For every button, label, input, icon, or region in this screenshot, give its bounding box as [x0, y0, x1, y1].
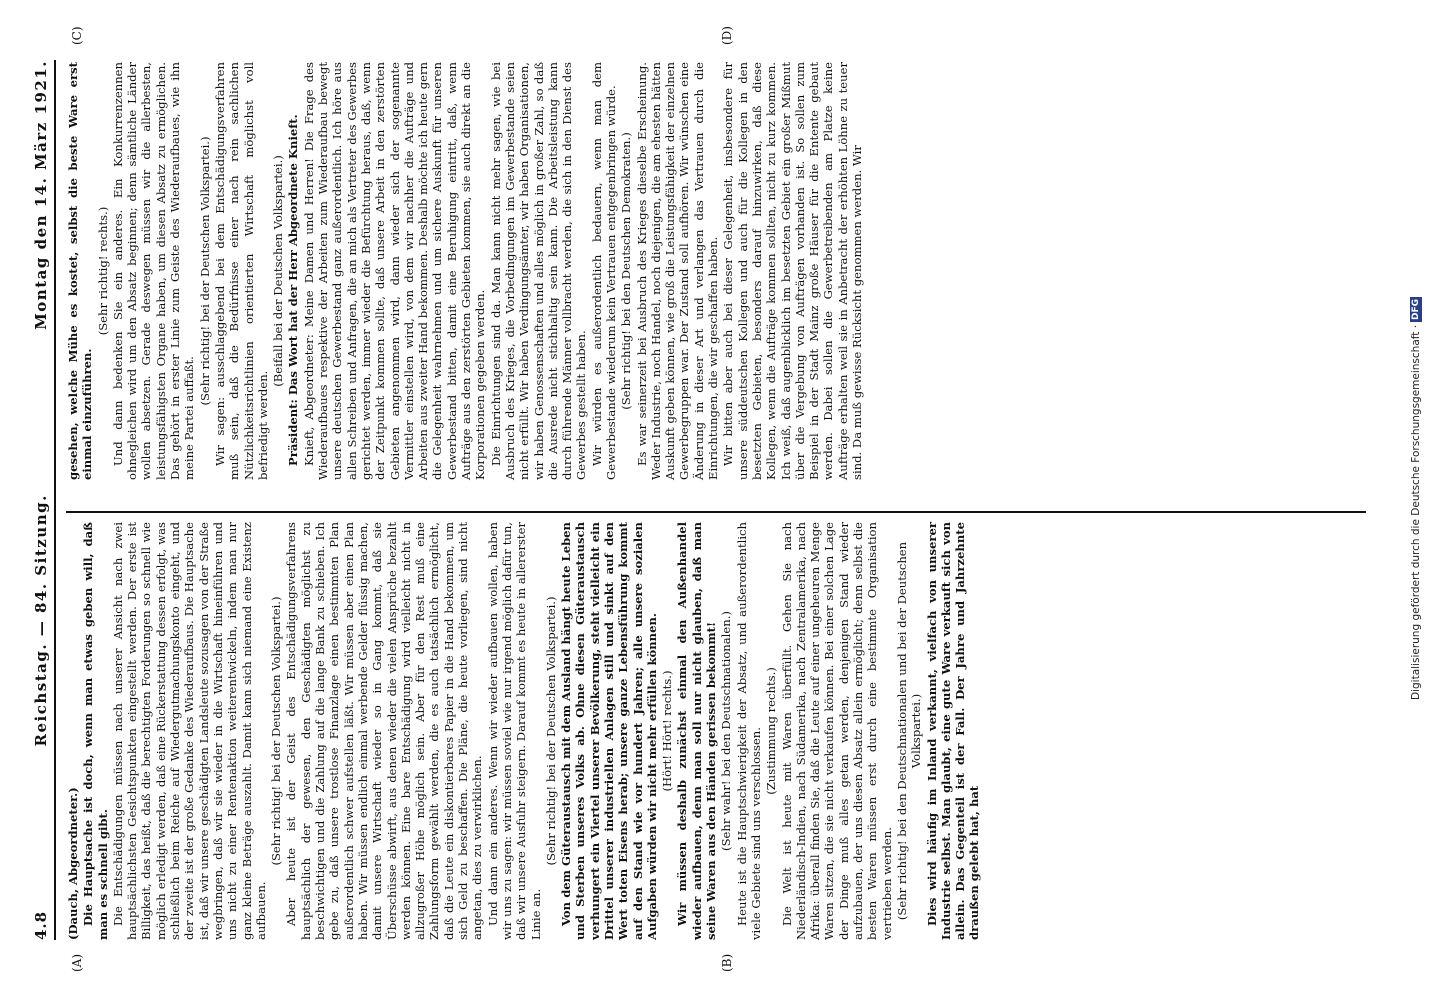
interjection: (Sehr wahr! bei den Deutschnationalen.): [719, 611, 734, 851]
paragraph: Es war seinerzeit bei Ausbruch des Krieges dieselbe Erscheinung. Weder Industrie, noch Handel, noch diejenigen, die am ehesten hätten Auskunft geben können, wie groß die Leistungsfähigkeit der einzelnen Gewerbegruppen war. Der Zustand soll aufhören. Wir wünschen eine Änderung in dieser Art und verlangen das Vertrauen durch die Einrichtungen, die wir geschaffen haben.: [634, 62, 721, 480]
paragraph: Von dem Güteraustausch mit dem Ausland hängt heute Leben und Sterben unseres Volks ab. Ohne diesen Güteraustausch verhungert ein Viertel unserer Bevölkerung, steht vielleicht ein Drittel unserer industriellen Anlagen still und sinkt auf den Wert toten Eisens herab; unsere ganze Lebensführung kommt auf den Stand wie vor hundert Jahren; alle unsere sozialen Aufgaben würden wir nicht mehr erfüllen können.: [559, 522, 659, 940]
session-title: Reichstag. — 84. Sitzung.: [32, 494, 50, 747]
paragraph: Die Einrichtungen sind da. Man kann nicht mehr sagen, wie bei Ausbruch des Krieges, die Vorbedingungen im Gewerbestande seien nicht erfüllt. Wir haben Verdingungsämter, wir haben Organisationen, wir haben Genossenschaften und alles möglich in großer Zahl, so daß die Ausrede nicht stichhaltig sein kann. Die Arbeitsleistung kann durch führende Männer vollbracht werden, die sich in den Dienst des Gewerbes gestellt haben.: [488, 62, 589, 480]
paragraph: Wir würden es außerordentlich bedauern, wenn man dem Gewerbestande wiederum kein Vertrauen entgegenbringen würde.: [589, 62, 618, 480]
interjection: (Beifall bei der Deutschen Volkspartei.): [271, 155, 286, 387]
dfg-logo: DFG: [1411, 298, 1421, 320]
margin-mark-b: (B): [720, 953, 734, 972]
paragraph: Die Hauptsache ist doch, wenn man etwas geben will, daß man es schnell gibt.: [81, 522, 110, 940]
digitization-credit: Digitalisierung gefördert durch die Deutsche Forschungsgemeinschaft · DFG: [1410, 298, 1422, 700]
paragraph: Die Entschädigungen müssen nach unserer Ansicht nach zwei hauptsächlichsten Gesichtspunkten eingestellt werden. Der erste ist Billigkeit, das heißt, daß die berechtigten Forderungen so schnell wie möglich erledigt werden, daß eine Rückerstattung dessen erfolgt, was schließlich beim Reiche auf Wiedergutmachungskonto eingeht, und der zweite ist der große Gedanke des Wiederaufbaus. Die Hauptsache ist, daß wir unsere geschädigten Landsleute sozusagen von der Straße wegbringen, daß wir sie wieder in die Wirtschaft hineinführen und uns nicht zu einer Rentenaktion weiterentwickeln, indem man nur ganz kleine Beträge auszahlt. Damit kann sich niemand eine Existenz aufbauen.: [110, 522, 268, 940]
paragraph: Wir bitten aber auch bei dieser Gelegenheit, insbesondere für unsere süddeutschen Kollegen und auch für die Kollegen in den besetzten Gebieten, besonders darauf hinzuwirken, daß diese Kollegen, wenn die Aufträge kommen sollten, nicht zu kurz kommen. Ich weiß, daß augenblicklich im besetzten Gebiet ein großer Mißmut über die Vergebung von Aufträgen vorhanden ist. So sollen zum Beispiel in der Stadt Mainz große Häuser für die Entente gebaut werden. Dabei sollen die Gewerbetreibenden am Platze keine Aufträge erhalten weil sie in Anbetracht der erhöhten Löhne zu teuer sind. Da muß gewisse Rücksicht genommen werden. Wir: [721, 62, 865, 480]
paragraph: Wir müssen deshalb zunächst einmal den Außenhandel wieder aufbauen, denn man soll nur nicht glauben, daß man seine Waren aus den Händen gerissen bekommt!: [675, 522, 719, 940]
margin-mark-a: (A): [70, 953, 84, 972]
paragraph: Dies wird häufig im Inland verkannt, vielfach von unserer Industrie selbst. Man glaubt, eine gute Ware verkauft sich von allein. Das Gegenteil ist der Fall. Der Jahre und Jahrzehnte draußen gelebt hat, hat: [924, 522, 982, 940]
interjection: (Zustimmung rechts.): [764, 667, 779, 795]
left-column: [66, 522, 983, 940]
paragraph: Die Welt ist heute mit Waren überfüllt. Gehen Sie nach Niederländisch-Indien, nach Südamerika, nach Zentralamerika, nach Afrika: überall finden Sie, daß die Leute auf einer ungeheuren Menge Waren sitzen, die sie nicht verkaufen können. Bei einer solchen Lage der Dinge muß alles getan werden, denjenigen Stand wieder aufzubauen, der uns diesen Absatz allein ermöglicht; denn selbst die besten Waren müssen erst durch eine bestimmte Organisation vertrieben werden.: [779, 522, 894, 940]
interjection: (Sehr richtig! bei der Deutschen Volkspartei.): [197, 136, 212, 406]
page-number: 4.8: [32, 910, 50, 940]
session-date: Montag den 14. März 1921.: [32, 60, 50, 330]
paragraph: Heute ist die Hauptschwierigkeit der Absatz, und außerordentlich viele Gebiete sind uns verschlossen.: [734, 522, 763, 940]
paragraph: Wir sagen: ausschlaggebend bei dem Entschädigungsverfahren muß sein, daß die Bedürfnisse einer nach rein sachlichen Nützlichkeitsrichtlinien orientierten Wirtschaft möglichst voll befriedigt werden.: [212, 62, 270, 480]
margin-mark-c: (C): [70, 26, 84, 45]
right-column: [66, 62, 865, 480]
interjection: (Sehr richtig! bei den Deutschnationalen und bei der Deutschen Volkspartei.): [894, 541, 924, 921]
paragraph: Knieft, Abgeordneter: Meine Damen und Herren! Die Frage des Wiederaufbaues respektive der Arbeiten zum Wiederaufbau bewegt unsere deutschen Gewerbestand ganz außerordentlich. Ich höre aus allen Schreiben und Anfragen, die an mich als Vertreter des Gewerbes gerichtet werden, immer wieder die Befürchtung heraus, daß, wenn der Zeitpunkt kommen sollte, daß unsere Arbeit in den zerstörten Gebieten angenommen wird, dann wieder sich der sogenannte Vermittler einstellen wird, von dem wir nachher die Aufträge und Arbeiten aus zweiter Hand bekommen. Deshalb möchte ich heute gern die Gelegenheit wahrnehmen und um sichere Auskunft für unseren Gewerbestand bitten, damit eine Beruhigung eintritt, daß, wenn Aufträge aus den zerstörten Gebieten kommen, sie auch direkt an die Korporationen gegeben werden.: [301, 62, 488, 480]
margin-mark-d: (D): [720, 26, 734, 45]
interjection: (Sehr richtig! bei den Deutschen Demokraten.): [619, 132, 634, 410]
paragraph: Aber heute ist der Geist des Entschädigungsverfahrens hauptsächlich der gewesen, den Geschädigten möglichst zu beschwichtigen und die Zahlung auf die lange Bank zu schieben. Ich gebe zu, daß unsere trostlose Finanzlage einen bestimmten Plan außerordentlich schwer aufstellen läßt. Wir müssen aber einen Plan haben. Wir müssen endlich einmal werbende Gelder flüssig machen, damit unsere Wirtschaft wieder so in Gang kommt, daß sie Überschüsse abwirft, aus denen wieder die vielen Ansprüche bezahlt werden können. Eine bare Entschädigung wird vielleicht nicht in allzugroßer Höhe möglich sein. Aber für den Rest muß eine Zahlungsform gewählt werden, die es auch tatsächlich ermöglicht, daß die Leute ein diskontierbares Papier in die Hand bekommen, um sich Geld zu beschaffen. Die Pläne, die heute vorliegen, sind nicht angetan, dies zu verwirklichen.: [284, 522, 485, 940]
interjection: (Sehr richtig! rechts.): [95, 206, 110, 336]
column-divider: [66, 511, 1366, 513]
speaker-line: Präsident: Das Wort hat der Herr Abgeordnete Knieft.: [286, 114, 301, 466]
paragraph: Und dann ein anderes. Wenn wir wieder aufbauen wollen, haben wir uns zu sagen: wir müssen soviel wie nur irgend möglich dafür tun, daß wir unsere Ausfuhr steigern. Darauf kommt es heute in allererster Linie an.: [485, 522, 543, 940]
interjection: (Hört! Hört! rechts.): [660, 670, 675, 792]
paragraph: Und dann bedenken Sie ein anderes. Ein Konkurrenzennen ohnegleichen wird um den Absatz beginnen; denn sämtliche Länder wollen absetzen. Gerade deswegen müssen wir die allerbesten, leistungsfähigsten Organe haben, um diesen Absatz zu ermöglichen. Das gehört in erster Linie zum Geiste des Wiederaufbaues, wie ihn meine Partei auffaßt.: [110, 62, 197, 480]
paragraph: (Dauch, Abgeordneter.): [66, 787, 80, 940]
paragraph: gesehen, welche Mühe es kostet, selbst die beste Ware erst einmal einzuführen.: [66, 62, 95, 480]
page-header: [28, 60, 56, 940]
interjection: (Sehr richtig! bei der Deutschen Volkspartei.): [269, 596, 284, 866]
interjection: (Sehr richtig! bei der Deutschen Volkspartei.): [543, 596, 558, 866]
